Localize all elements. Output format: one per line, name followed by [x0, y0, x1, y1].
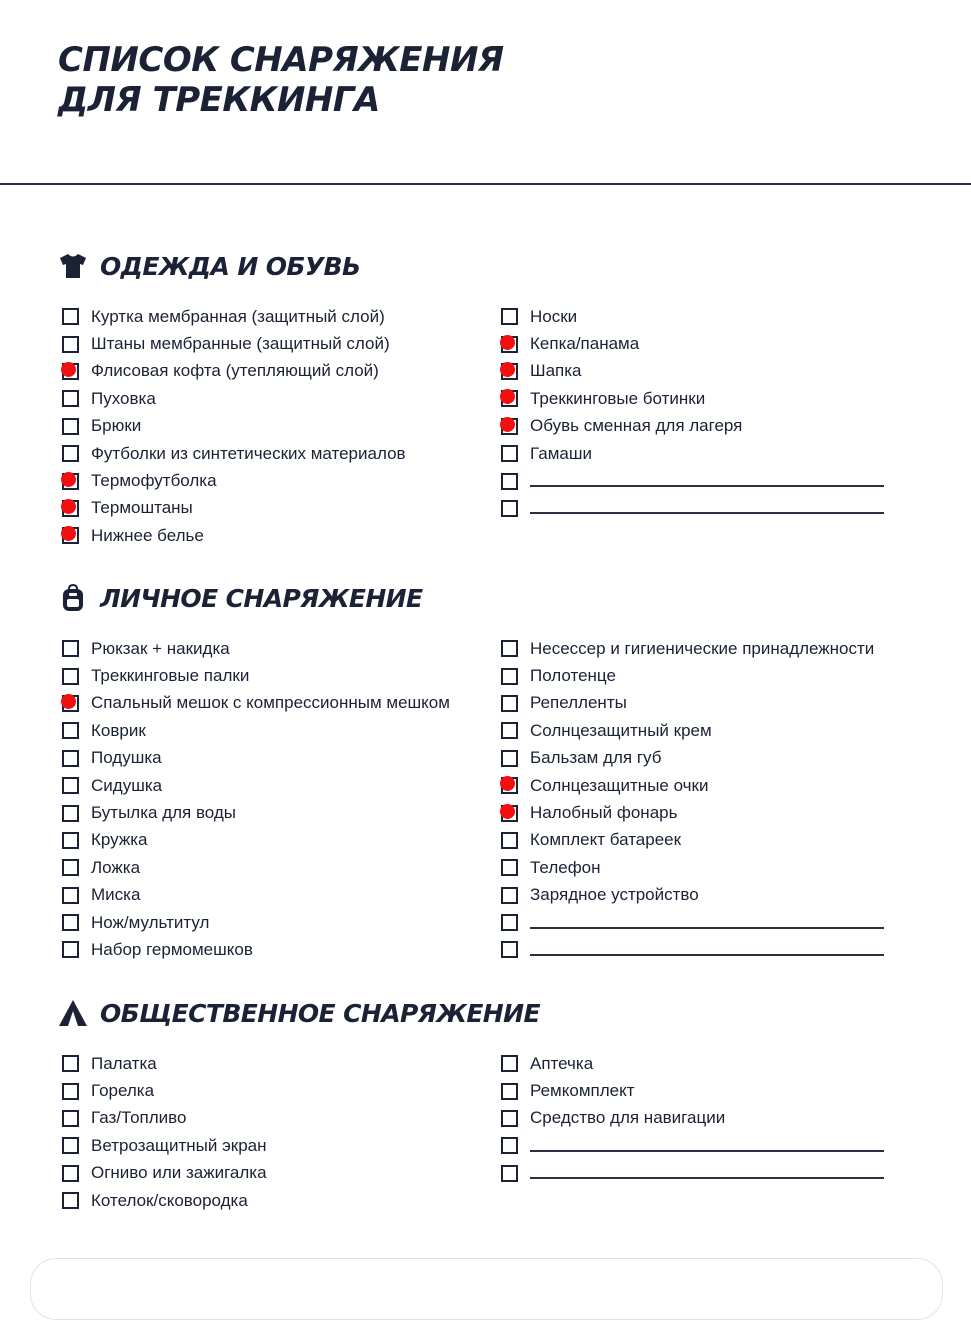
checklist-item-label: Ремкомплект [530, 1081, 635, 1101]
checkbox[interactable] [501, 914, 518, 931]
backpack-icon [58, 584, 88, 612]
checklist-item-label: Обувь сменная для лагеря [530, 416, 743, 436]
checkbox[interactable] [62, 1137, 79, 1154]
checklist-item[interactable] [501, 690, 884, 717]
checkbox[interactable] [501, 887, 518, 904]
checklist-item[interactable] [62, 662, 450, 689]
checkbox[interactable] [62, 887, 79, 904]
checklist-item-label: Зарядное устройство [530, 885, 699, 905]
tent-icon [58, 999, 88, 1027]
checkbox[interactable] [501, 695, 518, 712]
checklist-item[interactable] [62, 1160, 267, 1187]
section-header [58, 997, 540, 1029]
checklist-item-label: Нож/мультитул [91, 912, 210, 932]
checkbox[interactable] [62, 805, 79, 822]
checklist-item-label: Огниво или зажигалка [91, 1163, 267, 1183]
checklist-item-blank[interactable] [501, 1132, 884, 1159]
checkbox[interactable] [501, 473, 518, 490]
checklist-item[interactable] [501, 635, 884, 662]
checklist-item-blank[interactable] [501, 495, 884, 522]
checklist-item[interactable] [62, 495, 406, 522]
checklist-item-label: Флисовая кофта (утепляющий слой) [91, 361, 379, 381]
checklist-item-label: Ложка [91, 857, 141, 877]
checklist-item[interactable] [501, 772, 884, 799]
section-title: ОБЩЕСТВЕННОЕ СНАРЯЖЕНИЕ [100, 998, 540, 1028]
checklist-item-label: Нижнее белье [91, 525, 204, 545]
section-title: ЛИЧНОЕ СНАРЯЖЕНИЕ [100, 583, 423, 613]
checklist-item[interactable] [62, 413, 406, 440]
checklist-item[interactable] [501, 882, 884, 909]
checklist-item-blank[interactable] [501, 936, 884, 963]
checklist-item-label: Носки [530, 306, 578, 326]
checkbox[interactable] [62, 832, 79, 849]
checklist-item[interactable] [62, 936, 450, 963]
checklist-item[interactable] [62, 1132, 267, 1159]
checkbox[interactable] [501, 668, 518, 685]
checklist-item[interactable] [62, 1105, 267, 1132]
checklist-item-label: Сидушка [91, 775, 163, 795]
checkbox-checked[interactable] [501, 336, 518, 353]
checklist-item-blank[interactable] [501, 1160, 884, 1187]
tshirt-icon [58, 252, 88, 280]
checklist-item[interactable] [501, 717, 884, 744]
page-title [58, 40, 504, 120]
blank-write-in-line[interactable] [530, 1150, 884, 1152]
checklist-item-label: Кружка [91, 830, 148, 850]
personal-list-right [501, 635, 884, 964]
checkbox-checked[interactable] [501, 390, 518, 407]
checklist-item[interactable] [62, 467, 406, 494]
checkbox[interactable] [62, 1083, 79, 1100]
checklist-item-label: Штаны мембранные (защитный слой) [91, 334, 390, 354]
checklist-item-label: Куртка мембранная (защитный слой) [91, 306, 385, 326]
checklist-item-label: Аптечка [530, 1053, 594, 1073]
checklist-item[interactable] [501, 1050, 884, 1077]
checkbox[interactable] [62, 308, 79, 325]
checkbox-checked[interactable] [62, 527, 79, 544]
checkbox[interactable] [62, 1055, 79, 1072]
blank-write-in-line[interactable] [530, 485, 884, 487]
checkbox[interactable] [62, 418, 79, 435]
checklist-item[interactable] [62, 909, 450, 936]
checklist-item[interactable] [62, 799, 450, 826]
checklist-item-label: Термофутболка [91, 471, 217, 491]
checklist-item[interactable] [501, 662, 884, 689]
checkbox[interactable] [501, 308, 518, 325]
checkbox[interactable] [62, 941, 79, 958]
checklist-item-label: Футболки из синтетических материалов [91, 443, 406, 463]
checkbox[interactable] [501, 640, 518, 657]
checklist-item-label: Телефон [530, 857, 601, 877]
header-divider [0, 183, 971, 185]
checklist-item-label: Солнцезащитные очки [530, 775, 709, 795]
checklist-item-blank[interactable] [501, 467, 884, 494]
blank-write-in-line[interactable] [530, 927, 884, 929]
checkbox[interactable] [501, 750, 518, 767]
group-list-left [62, 1050, 267, 1214]
checklist-item-label: Солнцезащитный крем [530, 720, 712, 740]
checklist-item-label: Шапка [530, 361, 582, 381]
checklist-item[interactable] [501, 854, 884, 881]
checkbox[interactable] [501, 1055, 518, 1072]
checkbox[interactable] [62, 668, 79, 685]
checkbox-checked[interactable] [501, 418, 518, 435]
checkbox[interactable] [62, 1165, 79, 1182]
checklist-item-label: Бутылка для воды [91, 803, 237, 823]
checklist-item[interactable] [501, 1105, 884, 1132]
checkbox[interactable] [501, 941, 518, 958]
checklist-item[interactable] [62, 1077, 267, 1104]
checklist-item-label: Миска [91, 885, 141, 905]
checklist-item[interactable] [501, 413, 884, 440]
checklist-item-label: Брюки [91, 416, 142, 436]
checkbox[interactable] [62, 1110, 79, 1127]
checkbox-checked[interactable] [501, 363, 518, 380]
checkbox[interactable] [501, 1110, 518, 1127]
checklist-item[interactable] [62, 440, 406, 467]
checklist-item-label: Горелка [91, 1081, 155, 1101]
checkbox[interactable] [62, 1192, 79, 1209]
checklist-item[interactable] [501, 1077, 884, 1104]
checklist-item-label: Треккинговые ботинки [530, 388, 706, 408]
checkbox[interactable] [62, 859, 79, 876]
checkbox[interactable] [501, 832, 518, 849]
checkbox-checked[interactable] [501, 805, 518, 822]
section-header [58, 250, 360, 282]
checkbox-checked[interactable] [501, 777, 518, 794]
checkbox[interactable] [501, 445, 518, 462]
checklist-item[interactable] [501, 440, 884, 467]
checklist-item-label: Репелленты [530, 693, 627, 713]
checkbox[interactable] [501, 500, 518, 517]
checklist-item[interactable] [62, 827, 450, 854]
checklist-item[interactable] [62, 745, 450, 772]
section-title: ОДЕЖДА И ОБУВЬ [100, 251, 361, 281]
checklist-item[interactable] [62, 385, 406, 412]
checkbox[interactable] [501, 1165, 518, 1182]
checklist-item[interactable] [62, 1187, 267, 1214]
checklist-item[interactable] [62, 772, 450, 799]
page-title-line-2: ДЛЯ ТРЕККИНГА [58, 80, 380, 120]
checklist-item-label: Котелок/сковородка [91, 1190, 248, 1210]
checklist-item-blank[interactable] [501, 909, 884, 936]
checkbox[interactable] [501, 859, 518, 876]
blank-write-in-line[interactable] [530, 954, 884, 956]
checkbox-checked[interactable] [62, 363, 79, 380]
checklist-item-label: Термоштаны [91, 498, 193, 518]
blank-write-in-line[interactable] [530, 1177, 884, 1179]
checklist-item[interactable] [501, 358, 884, 385]
checklist-item[interactable] [62, 1050, 267, 1077]
checklist-item[interactable] [501, 385, 884, 412]
checklist-item-label: Гамаши [530, 443, 592, 463]
checkbox[interactable] [501, 722, 518, 739]
personal-list-left [62, 635, 450, 964]
clothing-list-right [501, 303, 884, 522]
checklist-item-label: Рюкзак + накидка [91, 638, 230, 658]
checklist-item-label: Ветрозащитный экран [91, 1135, 267, 1155]
checklist-item-label: Полотенце [530, 666, 616, 686]
checkbox-checked[interactable] [62, 500, 79, 517]
checkbox-checked[interactable] [62, 695, 79, 712]
checklist-item[interactable] [62, 717, 450, 744]
checklist-item[interactable] [62, 303, 406, 330]
blank-write-in-line[interactable] [530, 512, 884, 514]
checklist-item-label: Средство для навигации [530, 1108, 726, 1128]
checklist-item-label: Газ/Топливо [91, 1108, 187, 1128]
checklist-item-label: Несессер и гигиенические принадлежности [530, 638, 875, 658]
checklist-item-label: Набор гермомешков [91, 939, 253, 959]
checklist-item-label: Спальный мешок с компрессионным мешком [91, 693, 450, 713]
checkbox[interactable] [62, 390, 79, 407]
checklist-item[interactable] [62, 522, 406, 549]
checklist-item[interactable] [62, 690, 450, 717]
checklist-item[interactable] [501, 827, 884, 854]
checklist-item-label: Подушка [91, 748, 162, 768]
checkbox[interactable] [62, 445, 79, 462]
checkbox[interactable] [62, 750, 79, 767]
checklist-item-label: Треккинговые палки [91, 666, 250, 686]
group-list-right [501, 1050, 884, 1187]
checklist-item[interactable] [501, 745, 884, 772]
section-header [58, 582, 422, 614]
checklist-item[interactable] [62, 882, 450, 909]
checkbox[interactable] [501, 1083, 518, 1100]
checkbox[interactable] [62, 336, 79, 353]
checklist-item-label: Налобный фонарь [530, 803, 678, 823]
clothing-list-left [62, 303, 406, 550]
checklist-item[interactable] [62, 330, 406, 357]
checklist-item[interactable] [501, 303, 884, 330]
checklist-item[interactable] [501, 330, 884, 357]
checklist-item-label: Кепка/панама [530, 334, 640, 354]
checklist-item[interactable] [62, 854, 450, 881]
checkbox[interactable] [62, 640, 79, 657]
checklist-item[interactable] [501, 799, 884, 826]
page-title-line-1: СПИСОК СНАРЯЖЕНИЯ [58, 40, 504, 80]
checkbox[interactable] [62, 914, 79, 931]
checkbox[interactable] [501, 1137, 518, 1154]
checklist-item-label: Бальзам для губ [530, 748, 662, 768]
checklist-item-label: Пуховка [91, 388, 156, 408]
checkbox[interactable] [62, 777, 79, 794]
checklist-item-label: Палатка [91, 1053, 157, 1073]
bottom-card [30, 1258, 943, 1320]
checkbox[interactable] [62, 722, 79, 739]
checklist-item-label: Комплект батареек [530, 830, 682, 850]
checkbox-checked[interactable] [62, 473, 79, 490]
checklist-item[interactable] [62, 358, 406, 385]
checklist-item[interactable] [62, 635, 450, 662]
checklist-item-label: Коврик [91, 720, 146, 740]
